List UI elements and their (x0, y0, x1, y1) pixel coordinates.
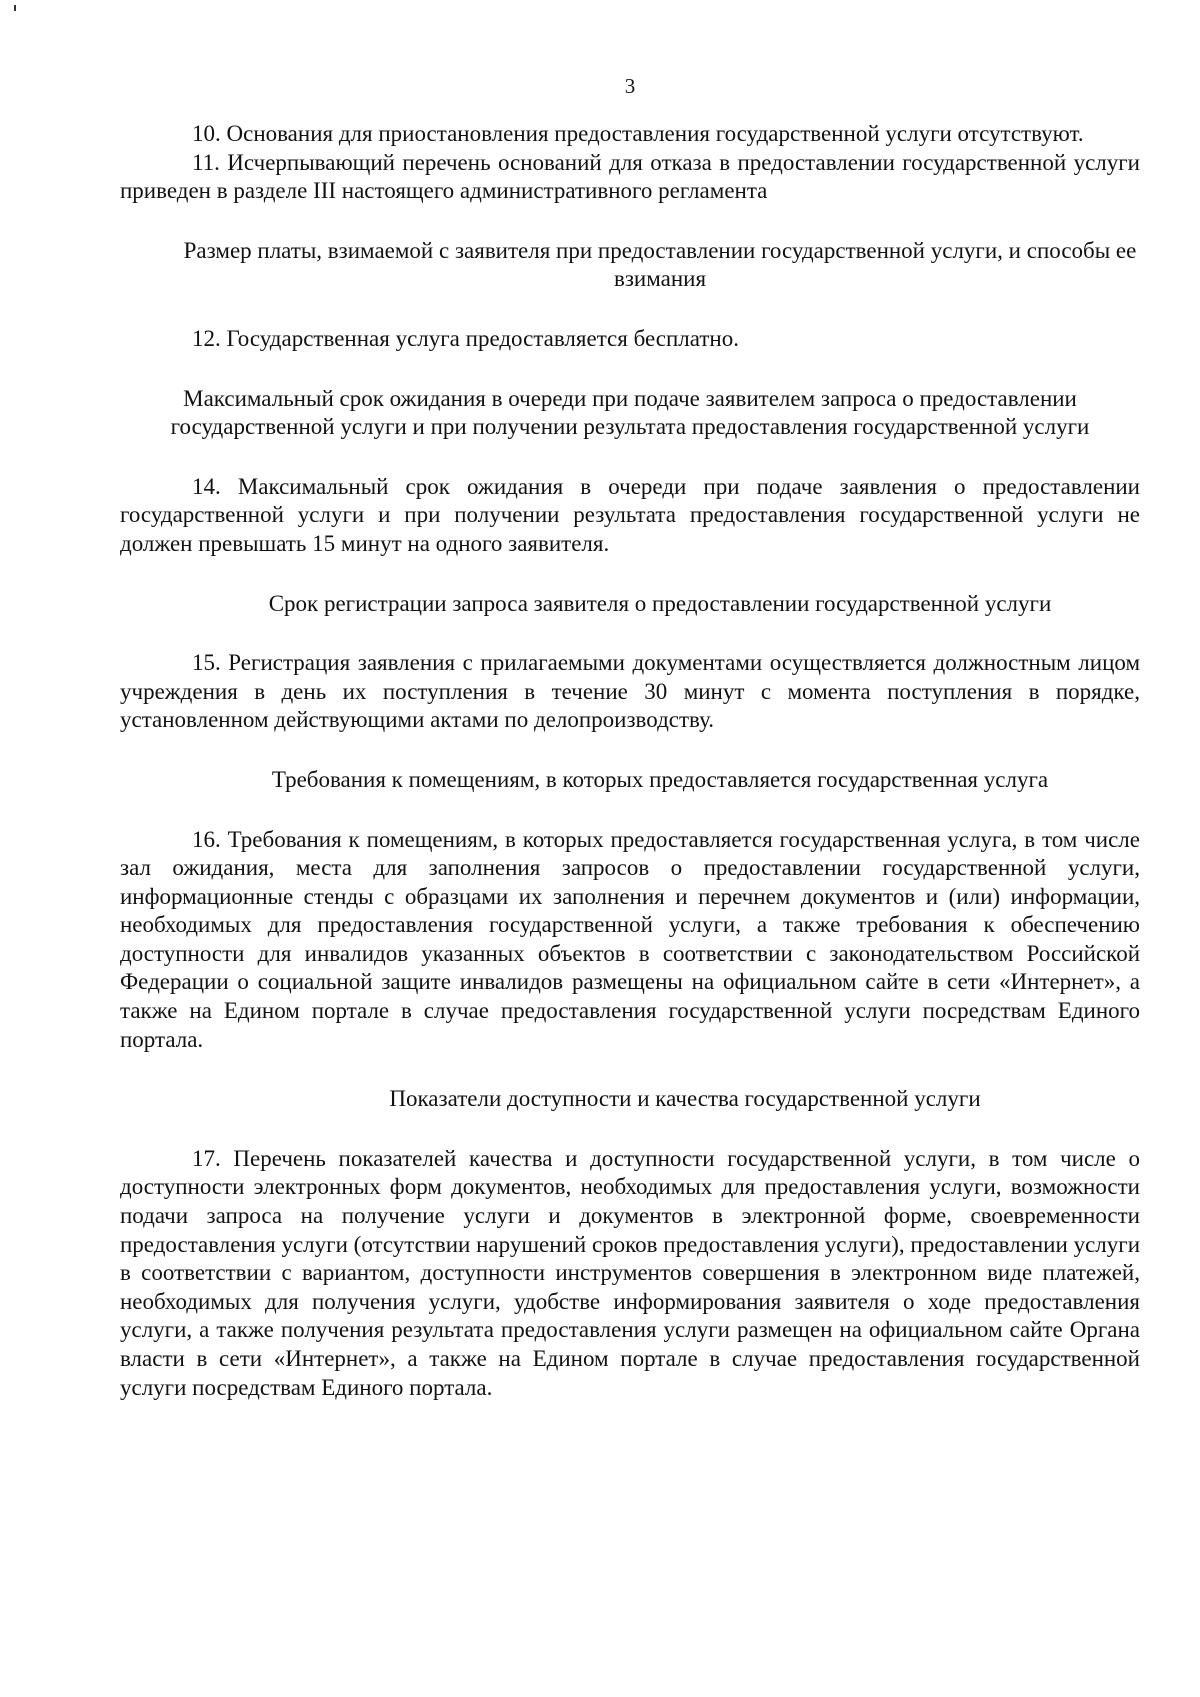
paragraph-16: 16. Требования к помещениям, в которых предоставляется государственная услуга, в том числе зал ожидания, места для заполнения запросов о предоставлении государственной услуги, информационные стенды с образцами их заполнения и перечнем документов и (или) информации, необходимых для предоставления государственной услуги, а также требования к обеспечению доступности для инвалидов указанных объектов в соответствии с законодательством Российской Федерации о социальной защите инвалидов размещены на официальном сайте в сети «Интернет», а также на Едином портале в случае предоставления государственной услуги посредствам Единого портала. (120, 826, 1140, 1052)
document-body (120, 120, 1140, 1402)
section-heading-premises: Требования к помещениям, в которых предоставляется государственная услуга (271, 766, 1049, 792)
paragraph-17: 17. Перечень показателей качества и доступности государственной услуги, в том числе о доступности электронных форм документов, необходимых для предоставления услуги, возможности подачи запроса на получение услуги и документов в электронной форме, своевременности предоставления услуги (отсутствии нарушений сроков предоставления услуги), предоставлении услуги в соответствии с вариантом, доступности инструментов совершения в электронном виде платежей, необходимых для получения услуги, удобстве информирования заявителя о ходе предоставления услуги, а также получения результата предоставления услуги размещен на официальном сайте Органа власти в сети «Интернет», а также на Едином портале в случае предоставления государственной услуги посредствам Единого портала. (120, 1145, 1140, 1400)
scan-mark (14, 5, 16, 11)
section-heading-quality: Показатели доступности и качества государственной услуги (389, 1086, 981, 1112)
paragraph-11: 11. Исчерпывающий перечень оснований для отказа в предоставлении государственной услуги приведен в разделе III настоящего административного регламента (120, 149, 1140, 204)
paragraph-15: 15. Регистрация заявления с прилагаемыми документами осуществляется должностным лицом учреждения в день их поступления в течение 30 минут с момента поступления в порядке, установленном действующими актами по делопроизводству. (120, 650, 1140, 733)
paragraph-10: 10. Основания для приостановления предоставления государственной услуги отсутствуют. (192, 121, 1084, 146)
section-heading-queue-time: Максимальный срок ожидания в очереди при подаче заявителем запроса о предоставлении государственной услуги и при получении результата предоставления государственной услуги (170, 385, 1090, 440)
paragraph-14: 14. Максимальный срок ожидания в очереди при подаче заявления о предоставлении государственной услуги и при получении результата предоставления государственной услуги не должен превышать 15 минут на одного заявителя. (120, 473, 1140, 556)
section-heading-fee: Размер платы, взимаемой с заявителя при предоставлении государственной услуги, и способы ее взимания (183, 237, 1137, 292)
paragraph-12: 12. Государственная услуга предоставляется бесплатно. (192, 325, 739, 351)
section-heading-registration: Срок регистрации запроса заявителя о предоставлении государственной услуги (268, 590, 1052, 616)
page-number: 3 (624, 74, 636, 98)
